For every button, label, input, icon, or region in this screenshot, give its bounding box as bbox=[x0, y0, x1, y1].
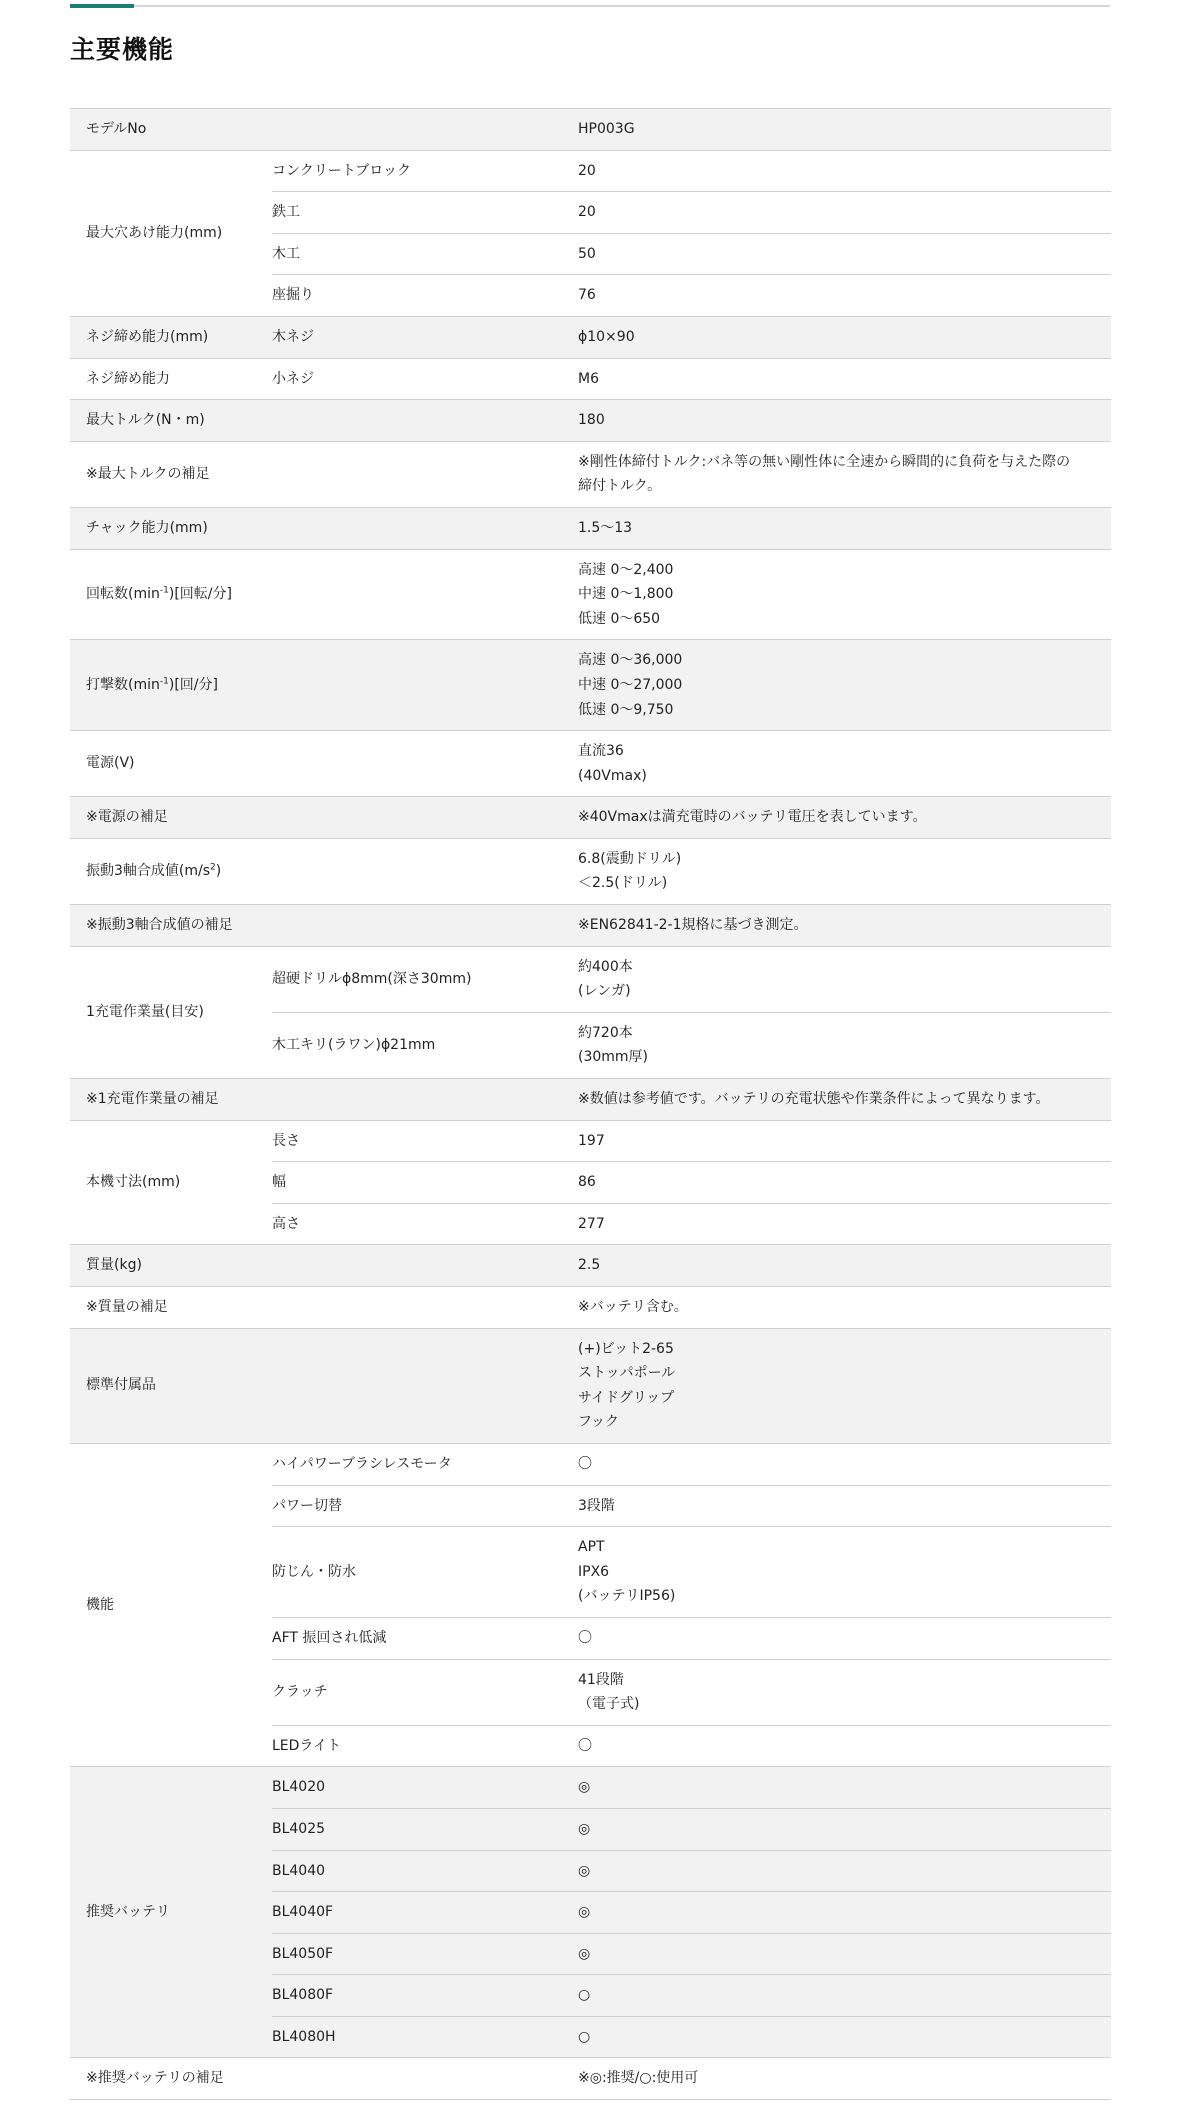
spec-label: 本機寸法(mm) bbox=[86, 1174, 181, 1191]
spec-sublabel-cell bbox=[272, 1850, 578, 1892]
spec-label-cell bbox=[70, 1443, 272, 1766]
spec-label-sup: -1 bbox=[159, 676, 169, 687]
spec-sublabel: 鉄工 bbox=[272, 204, 300, 221]
spec-sublabel-cell bbox=[272, 507, 578, 549]
spec-row bbox=[70, 905, 1111, 947]
spec-sublabel-cell bbox=[272, 1725, 578, 1767]
spec-value-cell bbox=[578, 1485, 1111, 1527]
spec-sublabel: BL4050F bbox=[272, 1945, 334, 1962]
spec-label-text: )[回転/分] bbox=[168, 586, 232, 603]
spec-sublabel-cell bbox=[272, 838, 578, 904]
spec-value bbox=[578, 359, 1101, 400]
spec-value bbox=[578, 1892, 1101, 1933]
spec-value-cell bbox=[578, 1659, 1111, 1725]
spec-value bbox=[578, 1934, 1101, 1975]
spec-label-sup: -1 bbox=[159, 585, 169, 596]
spec-label: 最大トルク(N・m) bbox=[86, 412, 205, 429]
spec-value-cell bbox=[578, 1079, 1111, 1121]
spec-value-line: ※数値は参考値です。バッテリの充電状態や作業条件によって異なります。 bbox=[578, 1091, 1050, 1108]
spec-value-line: ◎ bbox=[578, 1904, 591, 1921]
spec-sublabel-cell bbox=[272, 109, 578, 151]
spec-sublabel-cell bbox=[272, 731, 578, 797]
spec-sublabel: BL4040F bbox=[272, 1904, 334, 1921]
spec-sublabel bbox=[272, 586, 578, 602]
spec-value-cell bbox=[578, 1527, 1111, 1618]
spec-value bbox=[578, 234, 1101, 275]
spec-value-line: 6.8(震動ドリル) bbox=[578, 850, 682, 867]
spec-label: ※1充電作業量の補足 bbox=[86, 1091, 219, 1108]
spec-value-cell bbox=[578, 233, 1111, 275]
spec-row bbox=[70, 2058, 1111, 2100]
spec-sublabel: コンクリートブロック bbox=[272, 162, 412, 179]
spec-sublabel: 座掘り bbox=[272, 287, 314, 304]
spec-value-line: ○ bbox=[578, 2028, 591, 2045]
spec-value-line: 86 bbox=[578, 1174, 596, 1191]
spec-row bbox=[70, 150, 1111, 192]
spec-value-line: ※剛性体締付トルク:バネ等の無い剛性体に全速から瞬間的に負荷を与えた際の bbox=[578, 453, 1071, 470]
spec-value-line: 76 bbox=[578, 287, 596, 304]
spec-label-cell bbox=[70, 316, 272, 358]
spec-label: ※電源の補足 bbox=[86, 809, 168, 826]
spec-sublabel bbox=[272, 810, 578, 826]
spec-sublabel-cell bbox=[272, 905, 578, 947]
spec-value-line: APT bbox=[578, 1539, 605, 1556]
spec-value-cell bbox=[578, 1975, 1111, 2017]
spec-sublabel-cell bbox=[272, 946, 578, 1012]
spec-label: 機能 bbox=[86, 1596, 114, 1613]
spec-sublabel-cell bbox=[272, 275, 578, 317]
spec-sublabel-cell bbox=[272, 1443, 578, 1485]
spec-value-line: （電子式) bbox=[578, 1696, 640, 1713]
spec-value-line: 中速 0〜27,000 bbox=[578, 676, 683, 693]
spec-label: モデルNo bbox=[86, 121, 147, 137]
spec-value bbox=[578, 947, 1101, 1012]
spec-label-cell bbox=[70, 150, 272, 316]
spec-value-line: 197 bbox=[578, 1132, 605, 1149]
spec-value-cell bbox=[578, 1892, 1111, 1934]
spec-value-line: 20 bbox=[578, 204, 596, 221]
spec-value bbox=[578, 400, 1101, 441]
spec-value-cell bbox=[578, 2016, 1111, 2058]
spec-sublabel-cell bbox=[272, 1203, 578, 1245]
spec-value-line: ◎ bbox=[578, 1820, 591, 1837]
spec-value-cell bbox=[578, 441, 1111, 507]
spec-sublabel-cell bbox=[272, 1079, 578, 1121]
spec-value-line: 約720本 bbox=[578, 1024, 633, 1041]
spec-value-cell bbox=[578, 1617, 1111, 1659]
spec-sublabel: パワー切替 bbox=[272, 1497, 342, 1514]
spec-sublabel-cell bbox=[272, 1975, 578, 2017]
spec-row bbox=[70, 358, 1111, 400]
spec-label: ※最大トルクの補足 bbox=[86, 466, 210, 483]
spec-sublabel-cell bbox=[272, 1933, 578, 1975]
spec-value-cell bbox=[578, 797, 1111, 839]
spec-label-cell bbox=[70, 1767, 272, 2058]
spec-row bbox=[70, 549, 1111, 640]
spec-value-line: 低速 0〜650 bbox=[578, 610, 661, 627]
spec-value bbox=[578, 1975, 1101, 2016]
spec-row bbox=[70, 1287, 1111, 1329]
spec-sublabel bbox=[272, 466, 578, 482]
spec-value-line: 〇 bbox=[578, 1455, 592, 1472]
spec-value-cell bbox=[578, 946, 1111, 1012]
spec-value-cell bbox=[578, 838, 1111, 904]
spec-value-line: 1.5〜13 bbox=[578, 519, 633, 536]
spec-row bbox=[70, 400, 1111, 442]
spec-value-line: ◎ bbox=[578, 1862, 591, 1879]
spec-row bbox=[70, 1443, 1111, 1485]
spec-row bbox=[70, 316, 1111, 358]
spec-value bbox=[578, 1245, 1101, 1286]
spec-value-cell bbox=[578, 905, 1111, 947]
spec-sublabel-cell bbox=[272, 358, 578, 400]
spec-label-text: ) bbox=[215, 863, 222, 880]
spec-label-cell bbox=[70, 1245, 272, 1287]
spec-label-cell bbox=[70, 1287, 272, 1329]
spec-label-cell bbox=[70, 905, 272, 947]
spec-value bbox=[578, 731, 1101, 796]
spec-value-line: 3段階 bbox=[578, 1497, 615, 1514]
spec-value bbox=[578, 109, 1101, 150]
spec-value bbox=[578, 508, 1101, 549]
spec-table bbox=[70, 108, 1111, 2100]
spec-value-cell bbox=[578, 316, 1111, 358]
spec-label: ※振動3軸合成値の補足 bbox=[86, 917, 233, 934]
spec-sublabel bbox=[272, 121, 578, 137]
spec-label: 1充電作業量(目安) bbox=[86, 1004, 204, 1021]
spec-row bbox=[70, 1079, 1111, 1121]
spec-row bbox=[70, 1328, 1111, 1443]
spec-sublabel-cell bbox=[272, 1659, 578, 1725]
spec-row bbox=[70, 507, 1111, 549]
spec-value-line: ◎ bbox=[578, 1779, 591, 1796]
spec-value-line: 277 bbox=[578, 1215, 605, 1232]
spec-value bbox=[578, 1767, 1101, 1808]
spec-value-cell bbox=[578, 731, 1111, 797]
spec-label-cell bbox=[70, 946, 272, 1078]
spec-value bbox=[578, 1162, 1101, 1203]
spec-sublabel: LEDライト bbox=[272, 1737, 342, 1754]
spec-label: ネジ締め能力 bbox=[86, 370, 170, 387]
spec-sublabel: BL4025 bbox=[272, 1820, 326, 1837]
spec-value-line: (40Vmax) bbox=[578, 767, 647, 784]
spec-sublabel bbox=[272, 412, 578, 428]
spec-value bbox=[578, 640, 1101, 730]
spec-sublabel-cell bbox=[272, 2016, 578, 2058]
spec-sublabel-cell bbox=[272, 1892, 578, 1934]
spec-sublabel: 木ネジ bbox=[272, 328, 314, 345]
spec-value-line: 締付トルク。 bbox=[578, 478, 662, 495]
spec-sublabel: BL4020 bbox=[272, 1779, 326, 1796]
spec-sublabel-cell bbox=[272, 1767, 578, 1809]
spec-sublabel-cell bbox=[272, 1120, 578, 1162]
spec-label-cell bbox=[70, 797, 272, 839]
spec-value-line: (バッテリIP56) bbox=[578, 1588, 676, 1605]
spec-value bbox=[578, 1444, 1101, 1485]
spec-sublabel-cell bbox=[272, 233, 578, 275]
spec-label: 電源(V) bbox=[86, 755, 135, 772]
spec-sublabel-cell bbox=[272, 1287, 578, 1329]
spec-value bbox=[578, 2017, 1101, 2058]
spec-label: 推奨バッテリ bbox=[86, 1904, 170, 1921]
spec-value-cell bbox=[578, 1767, 1111, 1809]
spec-value bbox=[578, 1329, 1101, 1443]
spec-sublabel: BL4040 bbox=[272, 1862, 326, 1879]
spec-value bbox=[578, 550, 1101, 640]
spec-sublabel-cell bbox=[272, 150, 578, 192]
spec-row bbox=[70, 640, 1111, 731]
spec-row bbox=[70, 838, 1111, 904]
spec-label: ネジ締め能力(mm) bbox=[86, 328, 209, 345]
spec-sublabel bbox=[272, 1091, 578, 1107]
spec-value-cell bbox=[578, 549, 1111, 640]
spec-value bbox=[578, 1486, 1101, 1527]
spec-value-line: 高速 0〜2,400 bbox=[578, 561, 674, 578]
spec-value-cell bbox=[578, 109, 1111, 151]
spec-value-line: ※バッテリ含む。 bbox=[578, 1299, 688, 1315]
spec-value-line: 約400本 bbox=[578, 958, 633, 975]
spec-value bbox=[578, 905, 1101, 946]
page-title: 主要機能 bbox=[70, 35, 175, 64]
spec-value bbox=[578, 1527, 1101, 1617]
spec-sublabel bbox=[272, 2071, 578, 2087]
spec-label-text: 回転数(min bbox=[86, 586, 160, 603]
spec-sublabel bbox=[272, 520, 578, 536]
spec-value-line: ストッパポール bbox=[578, 1365, 676, 1382]
spec-label-cell bbox=[70, 838, 272, 904]
spec-label: ※推奨バッテリの補足 bbox=[86, 2070, 224, 2087]
spec-value-cell bbox=[578, 1933, 1111, 1975]
spec-sublabel-cell bbox=[272, 316, 578, 358]
spec-value bbox=[578, 275, 1101, 316]
spec-label: 最大穴あけ能力(mm) bbox=[86, 224, 223, 241]
spec-sublabel bbox=[272, 1025, 578, 1066]
spec-sublabel: 高さ bbox=[272, 1215, 300, 1232]
spec-label-cell bbox=[70, 358, 272, 400]
spec-value-cell bbox=[578, 1162, 1111, 1204]
spec-value bbox=[578, 442, 1101, 507]
spec-value-cell bbox=[578, 1328, 1111, 1443]
spec-sublabel: AFT 振回され低減 bbox=[272, 1629, 387, 1646]
spec-value-cell bbox=[578, 1850, 1111, 1892]
spec-sublabel: BL4080H bbox=[272, 2028, 336, 2045]
spec-value bbox=[578, 797, 1101, 838]
spec-sublabel: 木工 bbox=[272, 245, 300, 262]
spec-sublabel-cell bbox=[272, 1328, 578, 1443]
spec-value-cell bbox=[578, 507, 1111, 549]
spec-sublabel-cell bbox=[272, 797, 578, 839]
spec-value bbox=[578, 1660, 1101, 1725]
spec-label: 標準付属品 bbox=[86, 1377, 156, 1394]
spec-sublabel-cell bbox=[272, 400, 578, 442]
spec-value-line: ○ bbox=[578, 1987, 591, 2004]
spec-value bbox=[578, 151, 1101, 192]
spec-row bbox=[70, 1120, 1111, 1162]
spec-sublabel-cell bbox=[272, 1245, 578, 1287]
spec-value-line: フック bbox=[578, 1414, 620, 1431]
spec-value bbox=[578, 1287, 1101, 1328]
spec-label: 質量(kg) bbox=[86, 1257, 142, 1274]
spec-sublabel-cell bbox=[272, 1617, 578, 1659]
spec-value-line: 2.5 bbox=[578, 1257, 601, 1274]
spec-value-cell bbox=[578, 1443, 1111, 1485]
spec-label-cell bbox=[70, 441, 272, 507]
spec-sublabel: 小ネジ bbox=[272, 370, 314, 387]
spec-sublabel: 防じん・防水 bbox=[272, 1563, 356, 1580]
spec-value-line: 中速 0〜1,800 bbox=[578, 586, 674, 603]
spec-value-line: 20 bbox=[578, 162, 596, 179]
spec-value-line: ＜2.5(ドリル) bbox=[578, 875, 668, 892]
spec-sublabel: 幅 bbox=[272, 1174, 286, 1191]
spec-sublabel: 長さ bbox=[272, 1132, 300, 1149]
spec-label-cell bbox=[70, 1120, 272, 1245]
spec-value-cell bbox=[578, 1287, 1111, 1329]
spec-sublabel bbox=[272, 917, 578, 933]
spec-sublabel bbox=[272, 756, 578, 772]
spec-label-cell bbox=[70, 2058, 272, 2100]
spec-value bbox=[578, 1618, 1101, 1659]
spec-value-line: (30mm厚) bbox=[578, 1049, 649, 1066]
spec-sublabel-cell bbox=[272, 2058, 578, 2100]
spec-value-line: 180 bbox=[578, 412, 605, 429]
spec-row bbox=[70, 441, 1111, 507]
spec-sublabel-cell bbox=[272, 192, 578, 234]
spec-sublabel: クラッチ bbox=[272, 1683, 328, 1700]
spec-sublabel-text: ϕ21mm bbox=[380, 1037, 436, 1054]
spec-value-line: 〇 bbox=[578, 1737, 592, 1754]
spec-value-line: 低速 0〜9,750 bbox=[578, 701, 674, 718]
spec-value-line: HP003G bbox=[578, 121, 635, 137]
spec-sublabel-cell bbox=[272, 1527, 578, 1618]
spec-value-line: サイドグリップ bbox=[578, 1389, 675, 1406]
spec-label-cell bbox=[70, 731, 272, 797]
spec-value-cell bbox=[578, 2058, 1111, 2100]
spec-label: ※質量の補足 bbox=[86, 1299, 168, 1315]
spec-sublabel-cell bbox=[272, 1162, 578, 1204]
spec-sublabel-cell bbox=[272, 441, 578, 507]
spec-sublabel bbox=[272, 677, 578, 693]
spec-label-text: )[回/分] bbox=[168, 676, 218, 693]
spec-value-cell bbox=[578, 1808, 1111, 1850]
spec-sublabel: 超硬ドリルϕ8mm(深さ30mm) bbox=[272, 970, 472, 987]
spec-value-line: 50 bbox=[578, 245, 596, 262]
spec-value-line: ϕ10×90 bbox=[578, 328, 635, 345]
spec-sublabel bbox=[272, 1378, 578, 1394]
spec-sublabel-cell bbox=[272, 640, 578, 731]
spec-value-line: 〇 bbox=[578, 1629, 592, 1646]
spec-value bbox=[578, 1726, 1101, 1767]
spec-label: チャック能力(mm) bbox=[86, 519, 208, 536]
spec-row bbox=[70, 797, 1111, 839]
spec-value-line: ※EN62841-2-1規格に基づき測定。 bbox=[578, 917, 808, 934]
spec-label bbox=[86, 851, 272, 892]
spec-value-cell bbox=[578, 1012, 1111, 1078]
top-divider-accent bbox=[70, 4, 134, 8]
spec-label-cell bbox=[70, 549, 272, 640]
spec-label-cell bbox=[70, 400, 272, 442]
spec-label-cell bbox=[70, 1328, 272, 1443]
spec-sublabel: BL4080F bbox=[272, 1987, 334, 2004]
spec-label-sup: 2 bbox=[210, 862, 216, 873]
spec-value-cell bbox=[578, 150, 1111, 192]
spec-value-cell bbox=[578, 1120, 1111, 1162]
spec-row bbox=[70, 109, 1111, 151]
spec-label-cell bbox=[70, 109, 272, 151]
spec-value-cell bbox=[578, 1203, 1111, 1245]
spec-sublabel-cell bbox=[272, 549, 578, 640]
spec-value-line: ◎ bbox=[578, 1945, 591, 1962]
spec-value-line: IPX6 bbox=[578, 1563, 610, 1580]
spec-value bbox=[578, 1204, 1101, 1245]
spec-sublabel-cell bbox=[272, 1485, 578, 1527]
spec-sublabel bbox=[272, 1258, 578, 1274]
spec-value-line: ※40Vmaxは満充電時のバッテリ電圧を表しています。 bbox=[578, 809, 927, 826]
spec-value-cell bbox=[578, 640, 1111, 731]
spec-value-cell bbox=[578, 358, 1111, 400]
spec-label-text: 振動3軸合成値(m/s bbox=[86, 863, 211, 880]
spec-sublabel-cell bbox=[272, 1012, 578, 1078]
spec-value-cell bbox=[578, 275, 1111, 317]
spec-value-cell bbox=[578, 192, 1111, 234]
spec-row bbox=[70, 946, 1111, 1012]
spec-value-line: ※◎:推奨/○:使用可 bbox=[578, 2070, 699, 2087]
spec-label-cell bbox=[70, 507, 272, 549]
spec-label bbox=[86, 574, 272, 615]
spec-row bbox=[70, 731, 1111, 797]
spec-value-cell bbox=[578, 1245, 1111, 1287]
spec-value-cell bbox=[578, 400, 1111, 442]
spec-value bbox=[578, 1809, 1101, 1850]
spec-value-cell bbox=[578, 1725, 1111, 1767]
spec-value bbox=[578, 1121, 1101, 1162]
spec-row bbox=[70, 1767, 1111, 1809]
spec-value bbox=[578, 1013, 1101, 1078]
spec-value-line: (レンガ) bbox=[578, 983, 631, 1000]
spec-value bbox=[578, 1079, 1101, 1120]
spec-value bbox=[578, 1851, 1101, 1892]
spec-value-line: 直流36 bbox=[578, 743, 624, 760]
spec-sublabel-cell bbox=[272, 1808, 578, 1850]
spec-sublabel bbox=[272, 863, 578, 879]
spec-sublabel-text: 木工キリ(ラワン) bbox=[272, 1037, 381, 1054]
spec-value-line: 41段階 bbox=[578, 1671, 624, 1688]
spec-label bbox=[86, 665, 272, 706]
top-divider bbox=[70, 5, 1110, 7]
spec-label-text: 打撃数(min bbox=[86, 676, 160, 693]
spec-value-line: 高速 0〜36,000 bbox=[578, 652, 683, 669]
spec-value bbox=[578, 2058, 1101, 2099]
spec-row bbox=[70, 1245, 1111, 1287]
spec-value bbox=[578, 839, 1101, 904]
spec-sublabel: ハイパワーブラシレスモータ bbox=[272, 1455, 452, 1472]
spec-label-cell bbox=[70, 1079, 272, 1121]
spec-label-cell bbox=[70, 640, 272, 731]
spec-value-line: M6 bbox=[578, 370, 599, 387]
spec-sublabel bbox=[272, 1299, 578, 1315]
spec-value bbox=[578, 192, 1101, 233]
spec-value-line: (+)ビット2-65 bbox=[578, 1340, 674, 1357]
spec-value bbox=[578, 317, 1101, 358]
